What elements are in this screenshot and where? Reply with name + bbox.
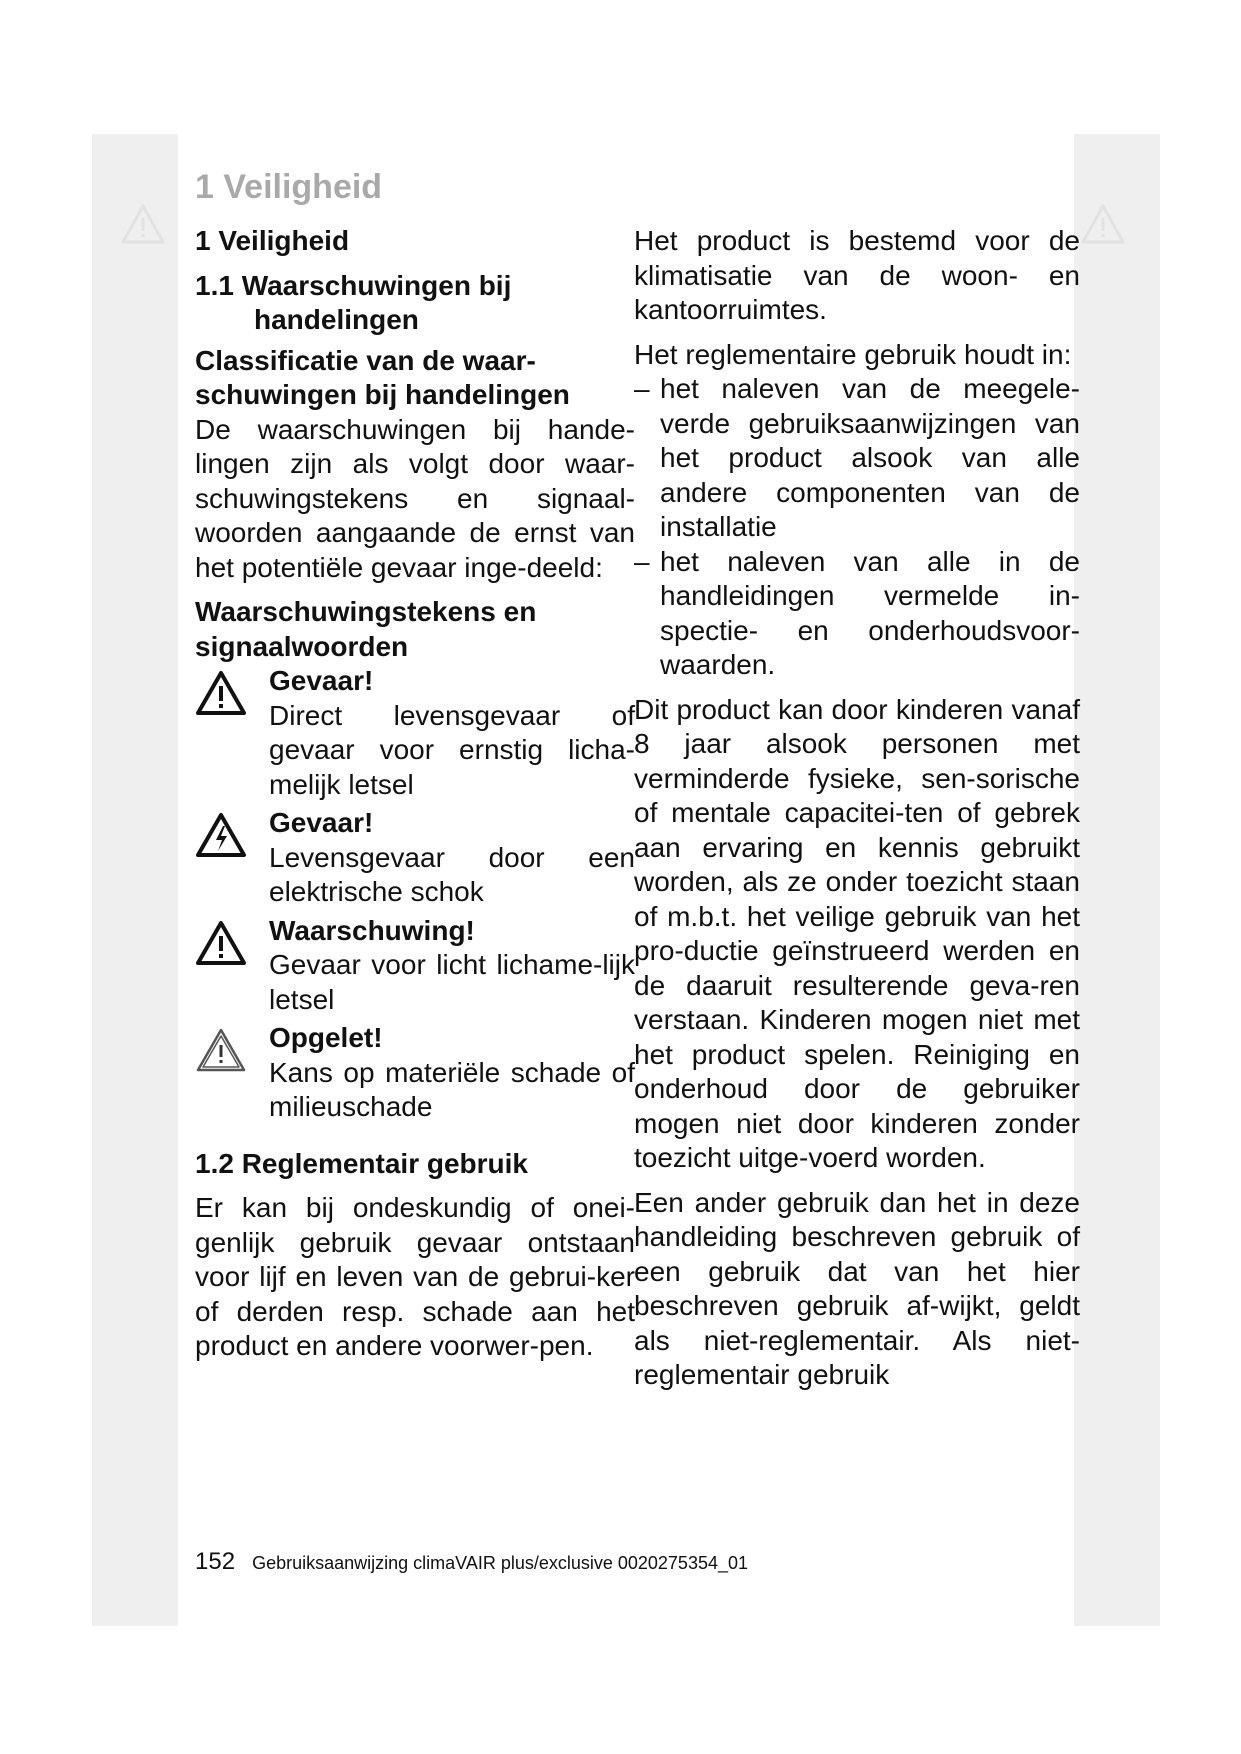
bullet-dash: –	[634, 545, 650, 577]
warning-title: Gevaar!	[269, 807, 374, 838]
document-title: Gebruiksaanwijzing climaVAIR plus/exclusive 0020275354_01	[252, 1553, 749, 1573]
right-margin-strip	[1074, 134, 1160, 1626]
subsection-1-2-heading: 1.2 Reglementair gebruik	[195, 1147, 529, 1179]
warning-item-electric	[195, 806, 635, 910]
warning-text: Levensgevaar door een elektrische schok	[269, 841, 635, 907]
subsection-1-1-heading: 1.1 Waarschuwingen bij handelingen	[195, 269, 512, 335]
warning-text: Kans op materiële schade of milieuschade	[269, 1056, 635, 1122]
bullet-dash: –	[634, 373, 650, 404]
warning-item-caution	[195, 1021, 635, 1125]
page-footer	[195, 1548, 748, 1576]
section-title: 1 Veiligheid	[195, 225, 350, 256]
warning-item-danger	[195, 664, 635, 802]
side-warning-triangle-icon	[1080, 203, 1126, 245]
side-warning-triangle-icon	[120, 203, 166, 245]
classification-text: De waarschuwingen bij hande-lingen zijn als volgt door waar-schuwingstekens en signaal-woorden aangaande de ernst van het potentiële gevaar inge-deeld:	[195, 413, 635, 583]
running-head: 1 Veiligheid	[195, 168, 383, 206]
warning-item-warning	[195, 914, 635, 1018]
regulation-intro: Het reglementaire gebruik houdt in:	[634, 338, 1072, 370]
warning-title: Gevaar!	[269, 665, 374, 696]
danger-triangle-icon	[195, 670, 247, 716]
warning-triangle-icon	[195, 920, 247, 966]
signs-heading: Waarschuwingstekens en signaalwoorden	[195, 596, 537, 662]
list-item-text: het naleven van alle in de handleidingen vermelde in-spectie- en onderhoudsvoor-waarden.	[660, 545, 1080, 680]
classification-heading: Classificatie van de waar-schuwingen bij handelingen	[195, 344, 570, 410]
children-text: Dit product kan door kinderen vanaf 8 jaar alsook personen met verminderde fysieke, sen-sorische of mentale capacitei-ten of gebrek aan ervaring en kennis gebruikt worden, als ze onder toezicht staan of m.b.t. het veilige gebruik van het pro-ductie geïnstrueerd werden en de daaruit resulterende geva-ren verstaan. Kinderen mogen niet met het product spelen. Reiniging en onderhoud door de gebruiker mogen niet door kinderen zonder toezicht uitge-voerd worden.	[634, 693, 1080, 1173]
list-item	[634, 545, 1080, 683]
electric-shock-triangle-icon	[195, 812, 247, 858]
left-margin-strip	[92, 134, 178, 1626]
intended-use-text: Het product is bestemd voor de klimatisatie van de woon- en kantoorruimtes.	[634, 225, 1080, 325]
other-use-text: Een ander gebruik dan het in deze handleiding beschreven gebruik of een gebruik dat van het hier beschreven gebruik af-wijkt, geldt als niet-reglementair. Als niet-reglementair gebruik	[634, 1186, 1080, 1390]
left-column	[195, 224, 635, 1364]
warning-text: Gevaar voor licht lichame-lijk letsel	[269, 949, 635, 1015]
usage-text: Er kan bij ondeskundig of onei-genlijk gebruik gevaar ontstaan voor lijf en leven van de gebrui-ker of derden resp. schade aan het product en andere voorwer-pen.	[195, 1192, 635, 1361]
list-item-text: het naleven van de meegele-verde gebruiksaanwijzingen van het product alsook van alle andere componenten van de installatie	[660, 373, 1080, 542]
list-item	[634, 372, 1080, 545]
warning-text: Direct levensgevaar of gevaar voor ernstig licha-melijk letsel	[269, 699, 635, 800]
caution-triangle-icon	[195, 1027, 247, 1073]
page-number: 152	[195, 1548, 236, 1575]
warning-title: Waarschuwing!	[269, 914, 475, 946]
warning-title: Opgelet!	[269, 1022, 383, 1053]
right-column	[634, 224, 1080, 1393]
